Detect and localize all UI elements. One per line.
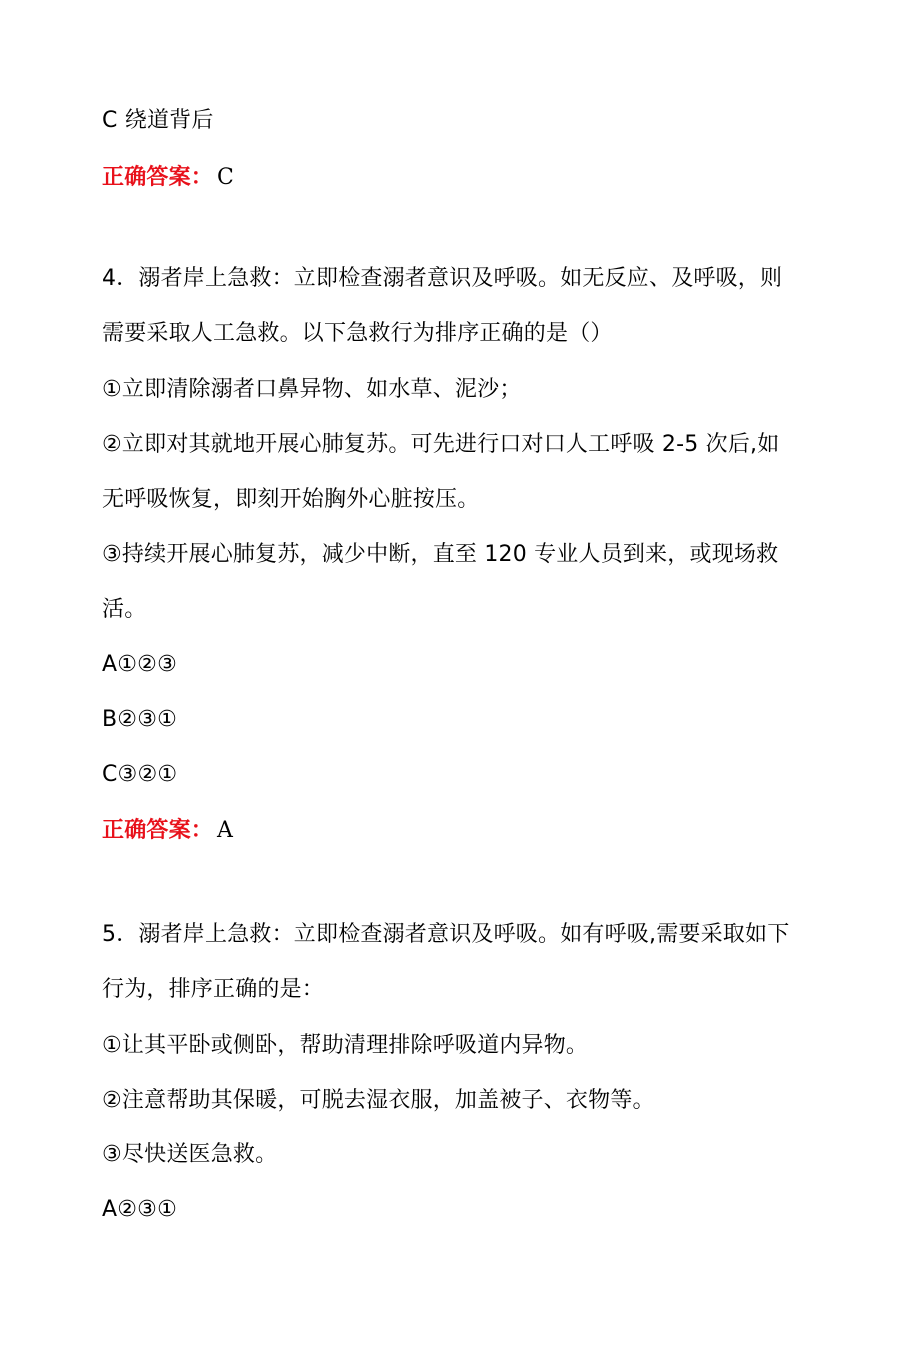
q3-answer-value: C [217,165,235,190]
q4-step2-line1: ②立即对其就地开展心肺复苏。可先进行口对口人工呼吸 2-5 次后,如 [102,432,780,457]
q4-option-b: B②③① [102,707,178,732]
q3-answer [102,163,234,193]
q5-step3: ③尽快送医急救。 [102,1142,278,1167]
q5-stem-line2: 行为，排序正确的是： [102,977,325,1002]
q4-option-c: C③②① [102,762,178,787]
q3-answer-label: 正确答案： [102,165,214,190]
q4-stem-line1: 4．溺者岸上急救：立即检查溺者意识及呼吸。如无反应、及呼吸，则 [102,266,783,291]
q4-answer-value: A [217,818,234,843]
q3-option-c: C 绕道背后 [102,108,214,133]
q4-step3-line1: ③持续开展心肺复苏，减少中断，直至 120 专业人员到来，或现场救 [102,542,779,567]
q4-stem-line2: 需要采取人工急救。以下急救行为排序正确的是（） [102,321,613,346]
q5-step1: ①让其平卧或侧卧，帮助清理排除呼吸道内异物。 [102,1033,589,1058]
q4-step3-line2: 活。 [102,597,147,622]
q4-option-a: A①②③ [102,652,178,677]
q4-step1: ①立即清除溺者口鼻异物、如水草、泥沙； [102,377,522,402]
q4-answer [102,816,233,846]
q4-answer-label: 正确答案： [102,818,214,843]
q5-stem-line1: 5．溺者岸上急救：立即检查溺者意识及呼吸。如有呼吸,需要采取如下 [102,922,790,947]
q5-step2: ②注意帮助其保暖，可脱去湿衣服，加盖被子、衣物等。 [102,1088,655,1113]
q5-option-a: A②③① [102,1197,178,1222]
q4-step2-line2: 无呼吸恢复，即刻开始胸外心脏按压。 [102,487,480,512]
